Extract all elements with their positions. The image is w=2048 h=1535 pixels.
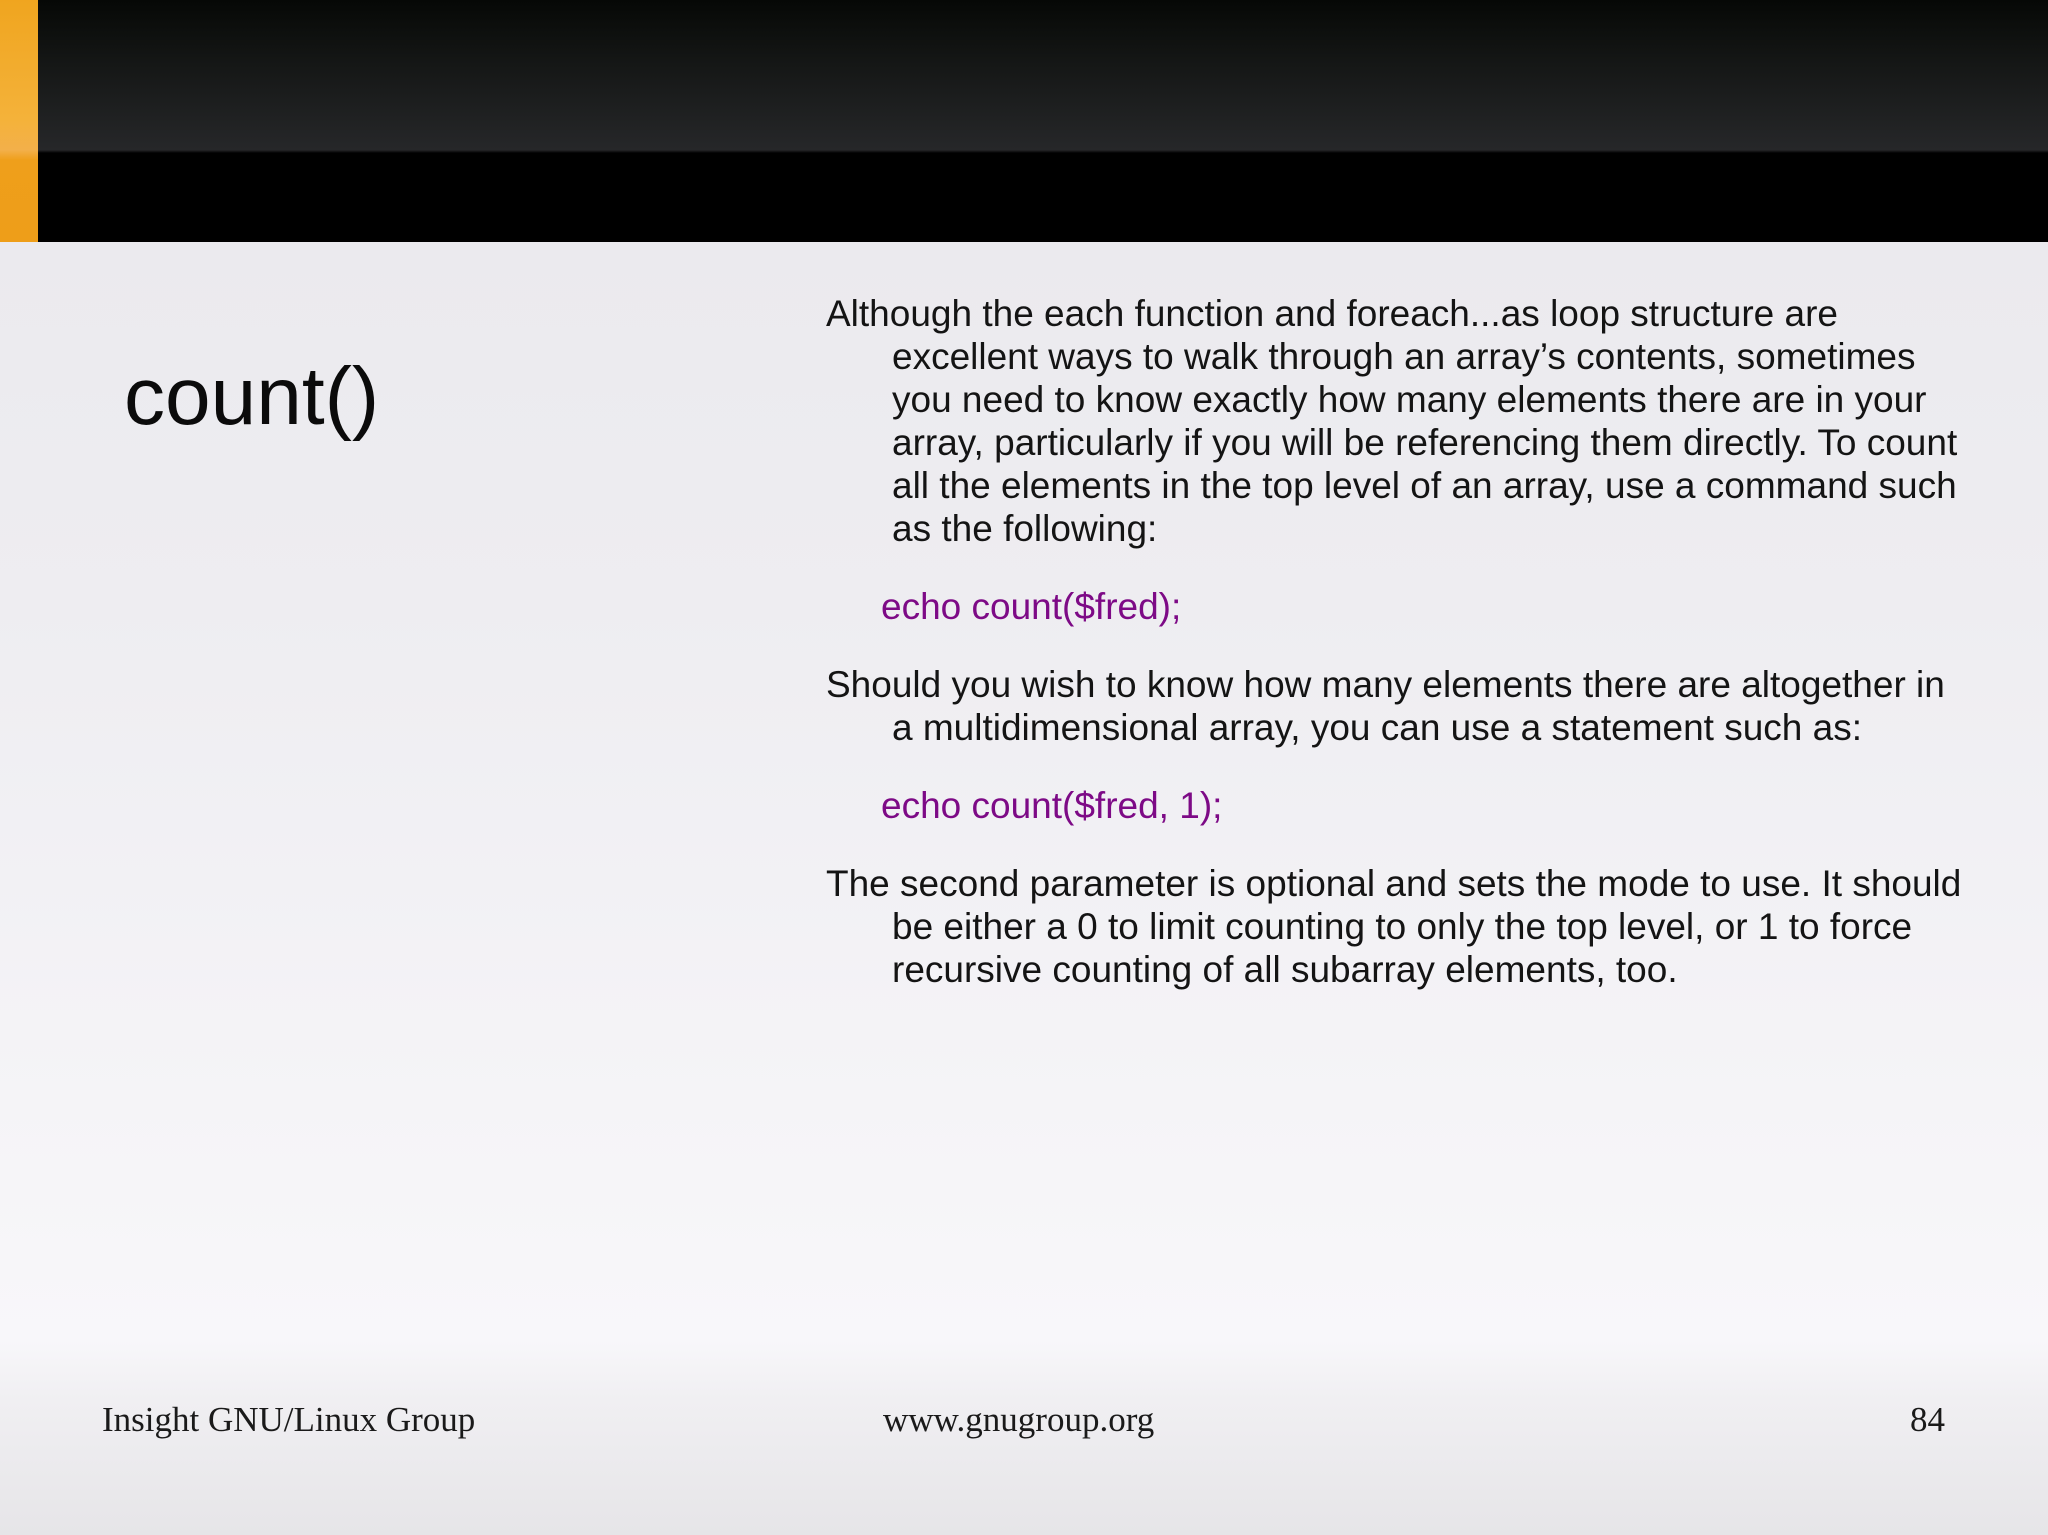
footer-page-number: 84 <box>1910 1400 1945 1439</box>
footer-website: www.gnugroup.org <box>883 1400 1155 1439</box>
slide-title: count() <box>124 351 380 442</box>
header-bar <box>0 0 2048 242</box>
paragraph-mode-parameter: The second parameter is optional and sets the mode to use. It should be either a 0 to limit counting to only the top level, or 1 to force recursive counting of all subarray elements, too. <box>826 863 1962 990</box>
code-example-recursive-count: echo count($fred, 1); <box>881 785 1223 826</box>
slide-content <box>826 292 1966 991</box>
accent-strip <box>0 0 38 242</box>
paragraph-intro: Although the each function and foreach...as loop structure are excellent ways to walk through an array’s contents, sometimes you need to know exactly how many elements there are in your array, particularly if you will be referencing them directly. To count all the elements in the top level of an array, use a command such as the following: <box>826 293 1958 549</box>
footer-organization: Insight GNU/Linux Group <box>102 1400 476 1439</box>
code-example-count: echo count($fred); <box>881 586 1182 627</box>
paragraph-multidimensional: Should you wish to know how many elements there are altogether in a multidimensional array, you can use a statement such as: <box>826 664 1945 748</box>
